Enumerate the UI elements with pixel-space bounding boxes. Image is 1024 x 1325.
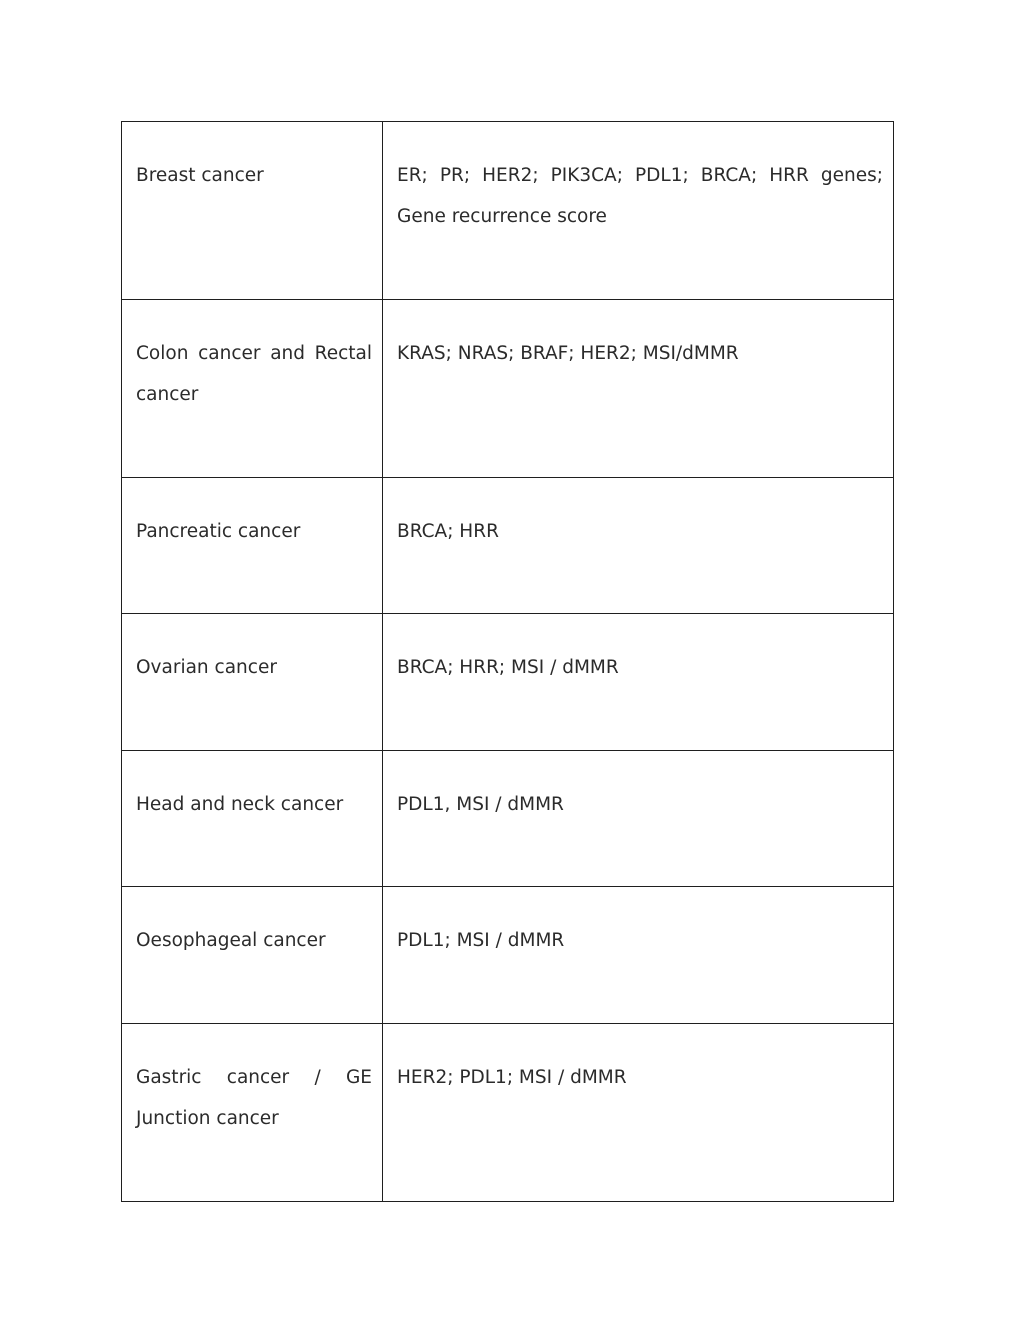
cancer-type-cell: Ovarian cancer xyxy=(122,614,383,751)
table-row xyxy=(122,478,894,614)
biomarkers-cell: BRCA; HRR; MSI / dMMR xyxy=(383,614,894,751)
table-body xyxy=(122,122,894,1202)
table-row xyxy=(122,887,894,1024)
table-row xyxy=(122,122,894,300)
table-row xyxy=(122,300,894,478)
cancer-type-cell: Oesophageal cancer xyxy=(122,887,383,1024)
biomarkers-cell: PDL1; MSI / dMMR xyxy=(383,887,894,1024)
table-row xyxy=(122,751,894,887)
biomarkers-cell: PDL1, MSI / dMMR xyxy=(383,751,894,887)
biomarkers-cell: KRAS; NRAS; BRAF; HER2; MSI/dMMR xyxy=(383,300,894,478)
biomarkers-cell: BRCA; HRR xyxy=(383,478,894,614)
biomarkers-cell: ER; PR; HER2; PIK3CA; PDL1; BRCA; HRR genes; Gene recurrence score xyxy=(383,122,894,300)
cancer-type-cell: Breast cancer xyxy=(122,122,383,300)
cancer-type-cell: Head and neck cancer xyxy=(122,751,383,887)
table-row xyxy=(122,614,894,751)
cancer-type-cell: Colon cancer and Rectal cancer xyxy=(122,300,383,478)
table-row xyxy=(122,1024,894,1202)
cancer-type-cell: Gastric cancer / GE Junction cancer xyxy=(122,1024,383,1202)
biomarkers-cell: HER2; PDL1; MSI / dMMR xyxy=(383,1024,894,1202)
cancer-biomarker-table xyxy=(121,121,894,1202)
cancer-type-cell: Pancreatic cancer xyxy=(122,478,383,614)
